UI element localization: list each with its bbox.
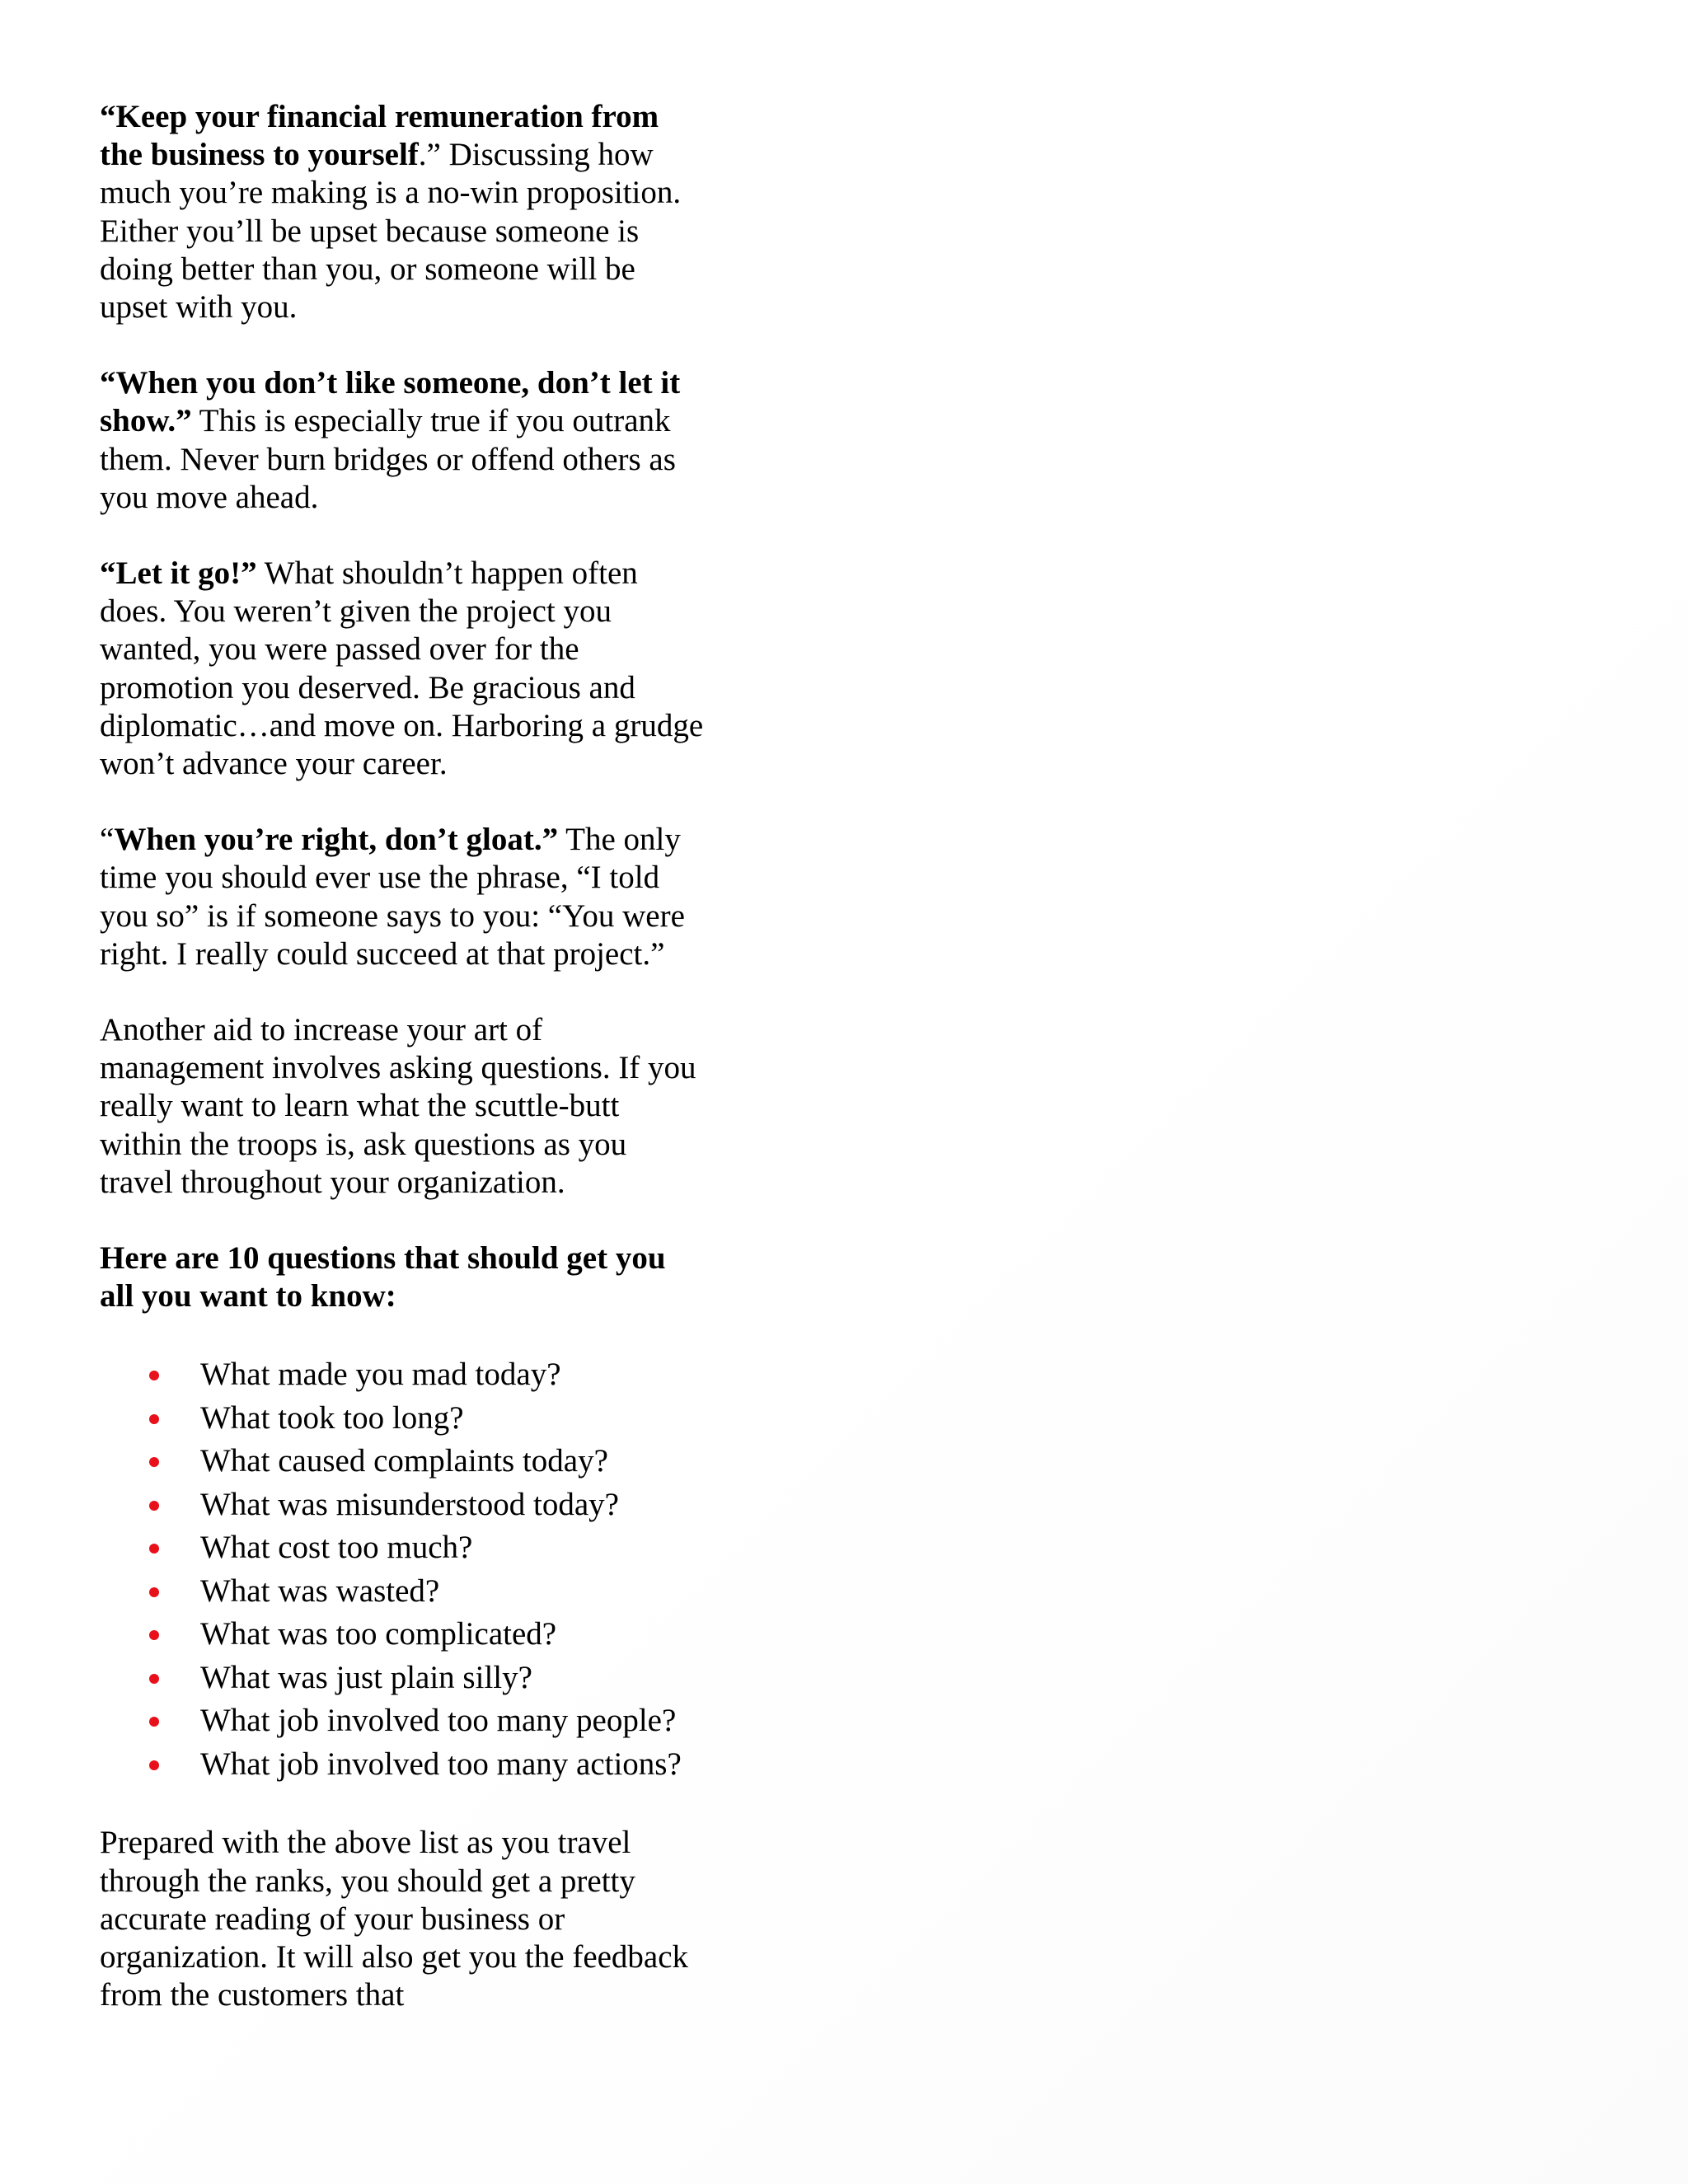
questions-list: [100, 1353, 706, 1786]
paragraph-prepared: Prepared with the above list as you travel through the ranks, you should get a pretty accurate reading of your business or organization. It will also get you the feedback from the customers that: [100, 1825, 689, 2013]
list-item-text: What was just plain silly?: [200, 1659, 532, 1695]
list-item-text: What caused complaints today?: [200, 1443, 608, 1479]
list-item: [100, 1483, 706, 1527]
paragraph-body: This is especially true if you outrank them. Never burn bridges or offend others as you move ahead.: [100, 403, 676, 515]
paragraph-dont-let-it-show: [100, 364, 706, 517]
list-item: [100, 1613, 706, 1657]
text-column: [100, 98, 706, 2053]
bullet-icon: [149, 1717, 159, 1727]
bullet-icon: [149, 1457, 159, 1467]
list-item-text: What was misunderstood today?: [200, 1486, 619, 1522]
questions-heading: Here are 10 questions that should get you all you want to know:: [100, 1240, 666, 1315]
list-item: [100, 1440, 706, 1483]
paragraph-lead: “Let it go!”: [100, 555, 257, 592]
paragraph-lead: “When you don’t like someone, don’t let it show.”: [100, 365, 681, 439]
list-item: [100, 1353, 706, 1397]
paragraph-let-it-go: [100, 555, 706, 783]
paragraph-body: .” Discussing how much you’re making is a no-win proposition. Either you’ll be upset because someone is doing better than you, or someone will be upset with you.: [100, 137, 682, 326]
bullet-icon: [149, 1630, 159, 1640]
paragraph-body: The only time you should ever use the phrase, “I told you so” is if someone says to you: “You were right. I really could succeed at that project.”: [100, 822, 685, 972]
paragraph-asking-questions: Another aid to increase your art of management involves asking questions. If you really want to learn what the scuttle-butt within the troops is, ask questions as you travel throughout your organization.: [100, 1012, 696, 1200]
bullet-icon: [149, 1544, 159, 1554]
bullet-icon: [149, 1674, 159, 1684]
bullet-icon: [149, 1587, 159, 1597]
bullet-icon: [149, 1371, 159, 1380]
bullet-icon: [149, 1414, 159, 1424]
list-item-text: What took too long?: [200, 1399, 464, 1436]
list-item-text: What was wasted?: [200, 1572, 440, 1609]
list-item-text: What cost too much?: [200, 1530, 473, 1566]
list-item-text: What was too complicated?: [200, 1616, 557, 1652]
paragraph-dont-gloat: [100, 821, 706, 973]
list-item-text: What made you mad today?: [200, 1357, 561, 1393]
list-item: [100, 1743, 706, 1787]
paragraph-remuneration: [100, 98, 706, 326]
bullet-icon: [149, 1760, 159, 1770]
list-item-text: What job involved too many actions?: [200, 1746, 682, 1782]
paragraph-body: What shouldn’t happen often does. You weren’t given the project you wanted, you were passed over for the promotion you deserved. Be gracious and diplomatic…and move on. Harboring a grudge won’t advance your career.: [100, 555, 704, 782]
list-item-text: What job involved too many people?: [200, 1703, 677, 1739]
list-item: [100, 1526, 706, 1570]
bullet-icon: [149, 1501, 159, 1511]
list-item: [100, 1397, 706, 1441]
list-item: [100, 1657, 706, 1700]
list-item: [100, 1570, 706, 1614]
paragraph-lead: “Keep your financial remuneration from the business to yourself: [100, 99, 659, 173]
list-item: [100, 1699, 706, 1743]
paragraph-lead: When you’re right, don’t gloat.”: [114, 822, 559, 858]
paragraph-open-quote: “: [100, 822, 115, 858]
